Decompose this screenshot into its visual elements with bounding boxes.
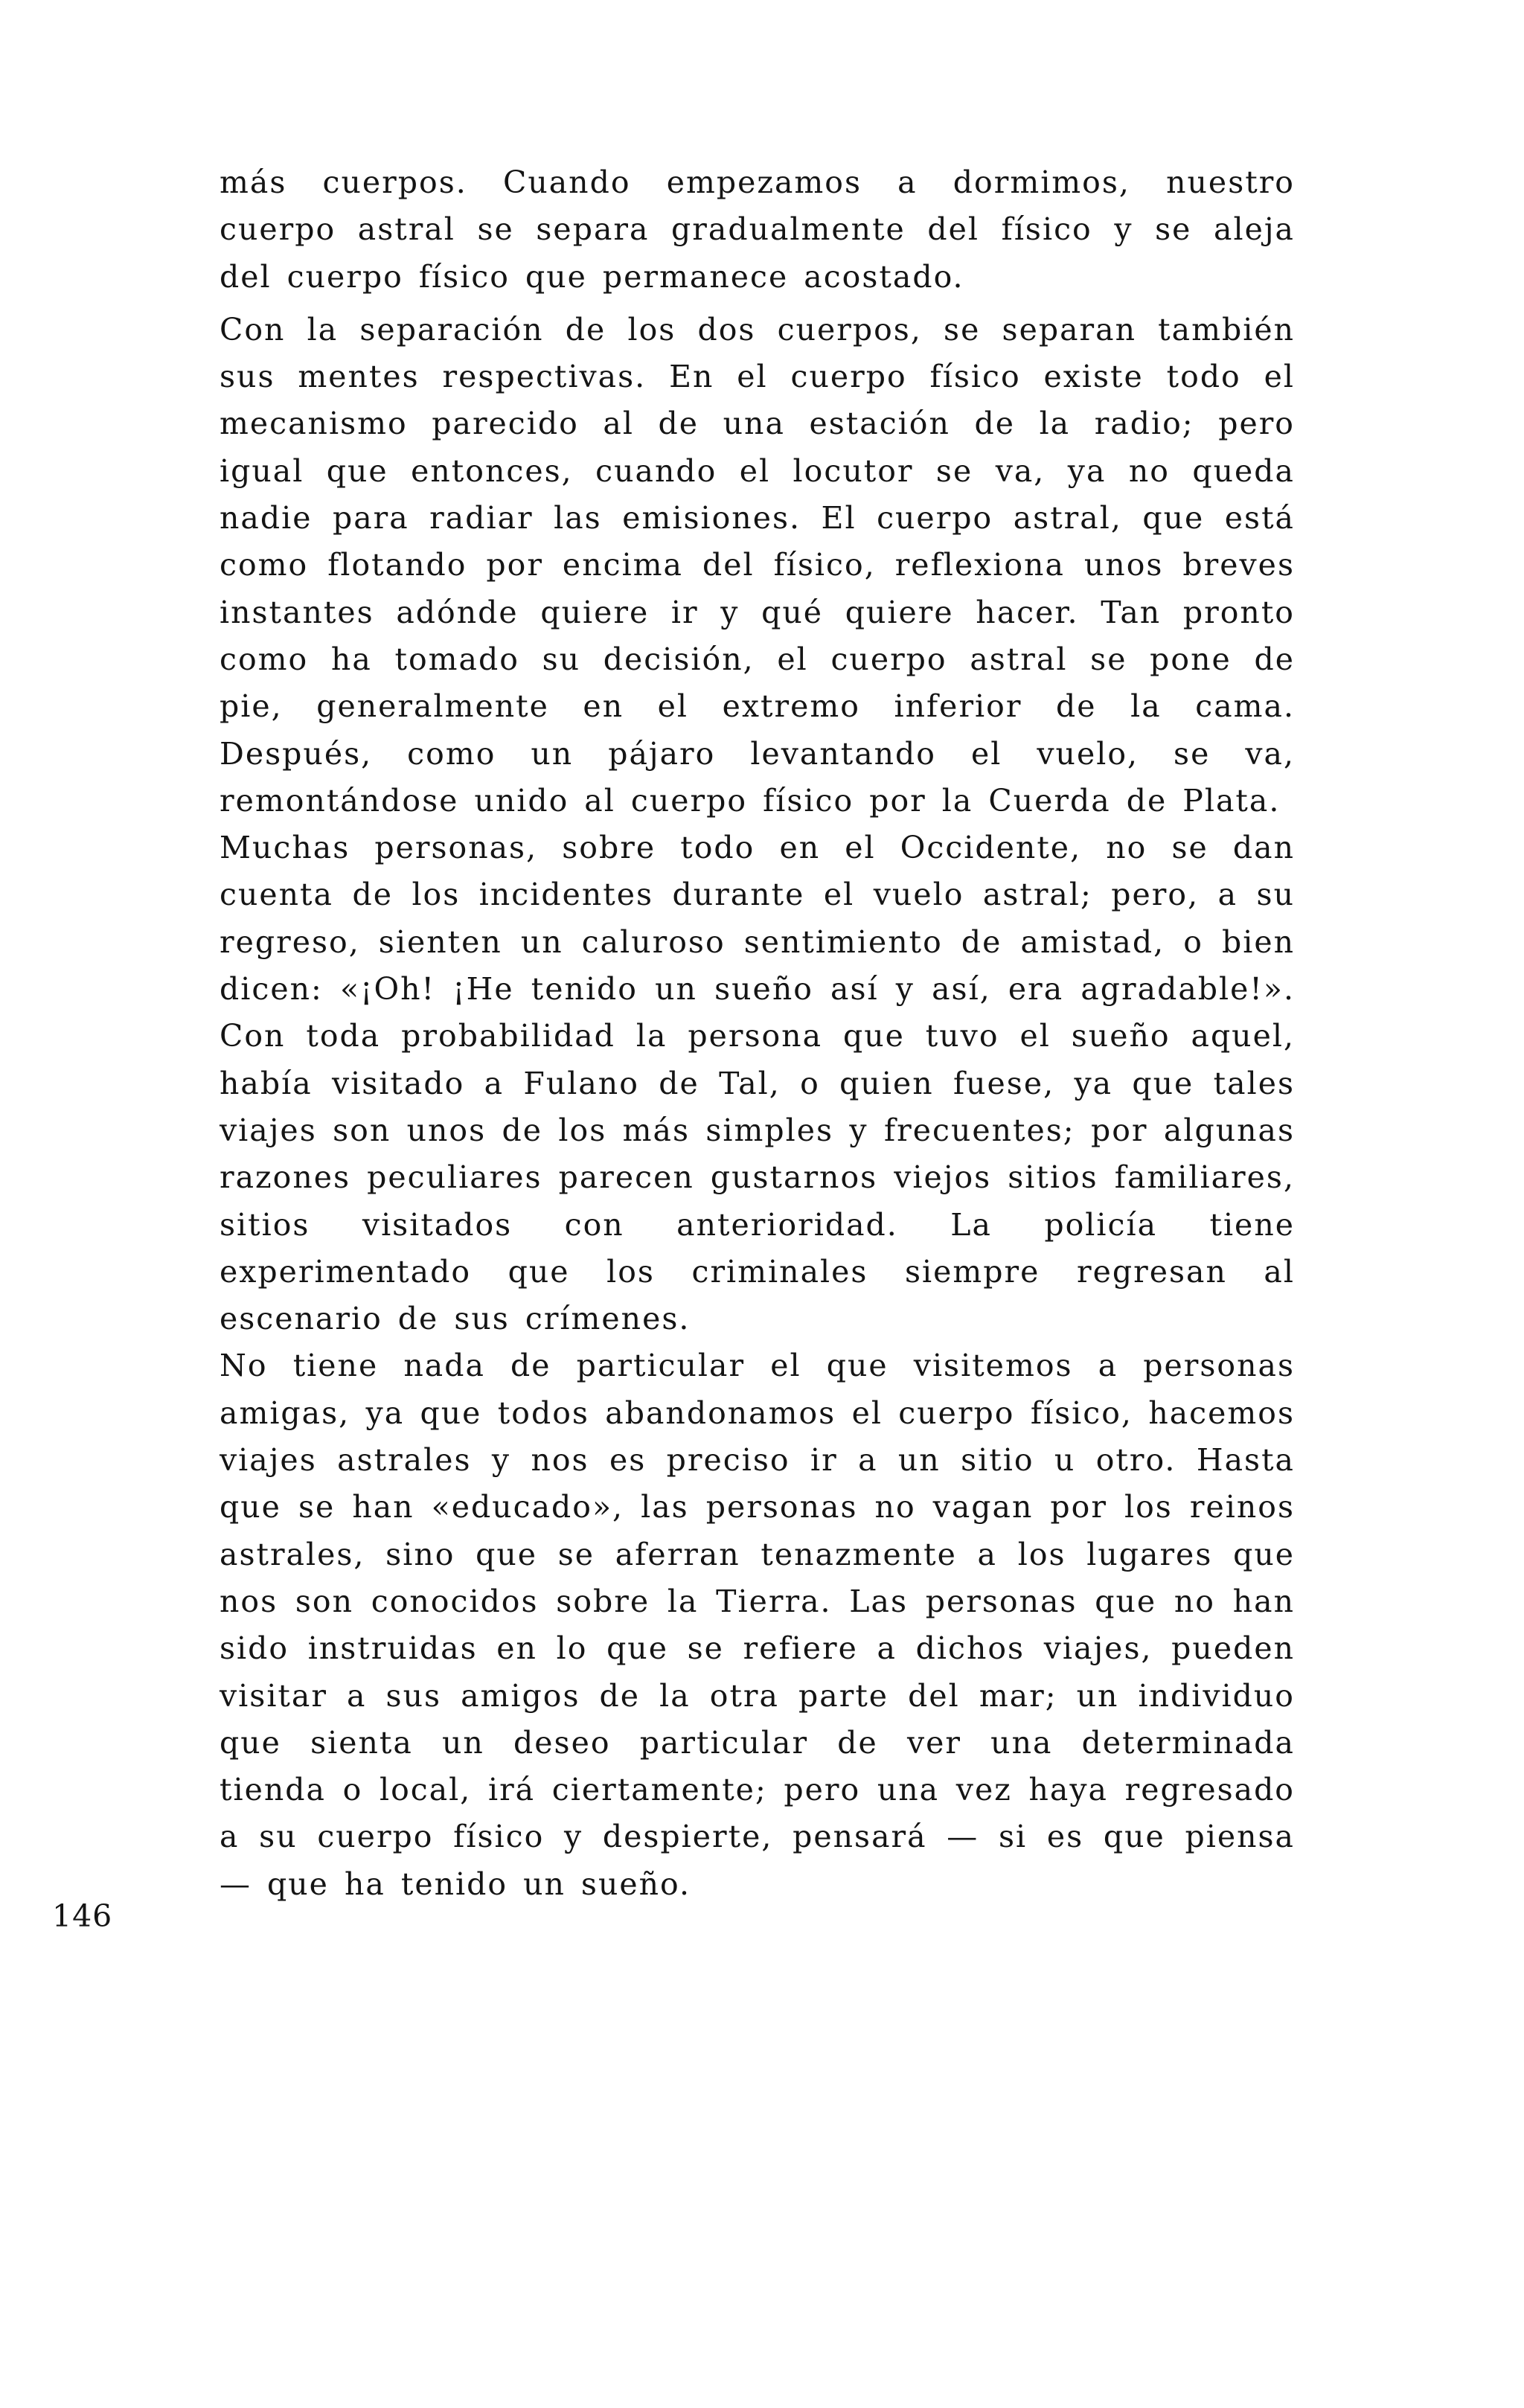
page-number: 146: [52, 1898, 113, 1934]
body-text: [220, 159, 1295, 1908]
paragraph-1: más cuerpos. Cuando empezamos a dormimos, nuestro cuerpo astral se separa gradualmente del físico y se aleja del cuerpo físico que permanece acostado.: [220, 164, 1295, 295]
paragraph-4: No tiene nada de particular el que visitemos a personas amigas, ya que todos abandonamos el cuerpo físico, hacemos viajes astrales y nos es preciso ir a un sitio u otro. Hasta que se han «educado», las personas no vagan por los reinos astrales, sino que se aferran tenazmente a los lugares que nos son conocidos sobre la Tierra. Las personas que no han sido instruidas en lo que se refiere a dichos viajes, pueden visitar a sus amigos de la otra parte del mar; un individuo que sienta un deseo particular de ver una determinada tienda o local, irá ciertamente; pero una vez haya regresado a su cuerpo físico y despierte, pensará — si es que piensa — que ha tenido un sueño.: [220, 1348, 1295, 1902]
paragraph-2: Con la separación de los dos cuerpos, se separan también sus mentes respectivas. En el cuerpo físico existe todo el mecanismo parecido al de una estación de la radio; pero igual que entonces, cuando el locutor se va, ya no queda nadie para radiar las emisiones. El cuerpo astral, que está como flotando por encima del físico, reflexiona unos breves instantes adónde quiere ir y qué quiere hacer. Tan pronto como ha tomado su decisión, el cuerpo astral se pone de pie, generalmente en el extremo inferior de la cama. Después, como un pájaro levantando el vuelo, se va, remontándose unido al cuerpo físico por la Cuerda de Plata.: [220, 311, 1295, 819]
paragraph-3: Muchas personas, sobre todo en el Occidente, no se dan cuenta de los incidentes durante el vuelo astral; pero, a su regreso, sienten un caluroso sentimiento de amistad, o bien dicen: «¡Oh! ¡He tenido un sueño así y así, era agradable!». Con toda probabilidad la persona que tuvo el sueño aquel, había visitado a Fulano de Tal, o quien fuese, ya que tales viajes son unos de los más simples y frecuentes; por algunas razones peculiares parecen gustarnos viejos sitios familiares, sitios visitados con anterioridad. La policía tiene experimentado que los criminales siempre regresan al escenario de sus crímenes.: [220, 830, 1295, 1337]
